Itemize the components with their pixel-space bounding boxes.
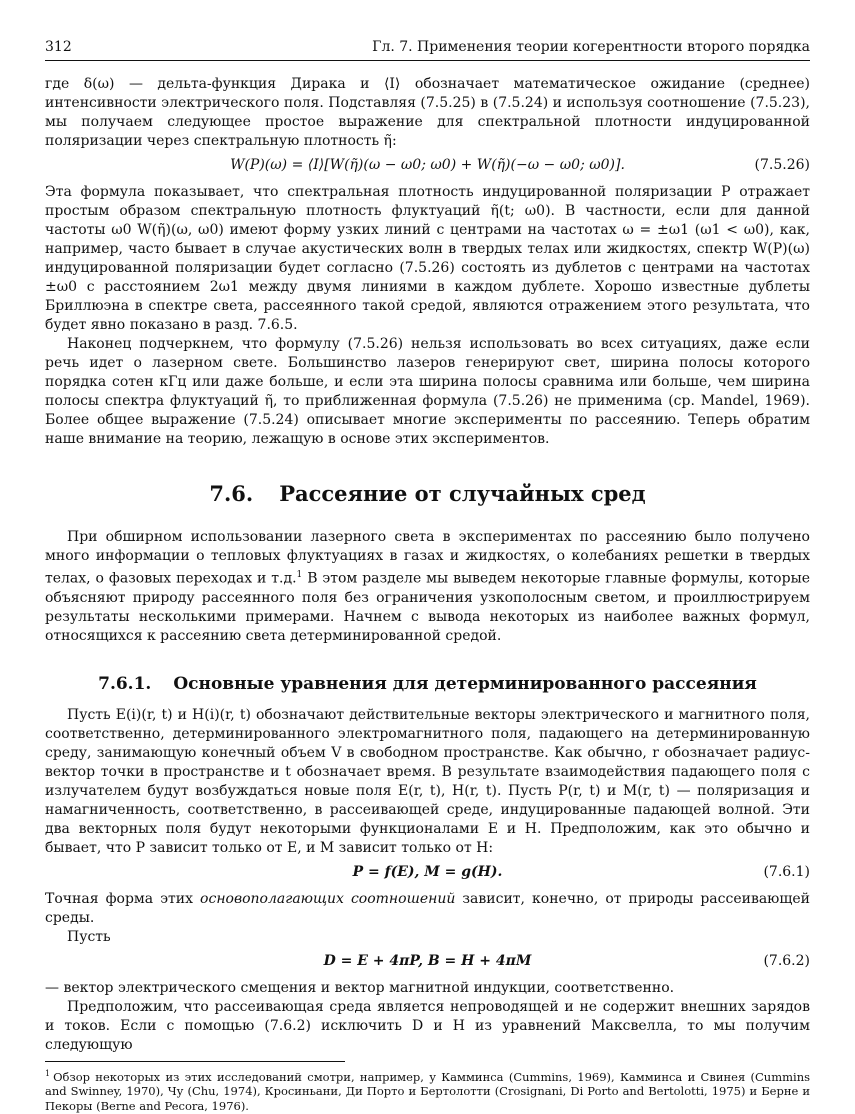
subsection-paragraph-2 (45, 890, 810, 928)
equation-7-6-1 (45, 862, 810, 884)
section-heading (45, 481, 810, 506)
equation-body: P = f(E), M = g(H). (352, 863, 503, 880)
subsection-heading (45, 674, 810, 694)
section-title: Рассеяние от случайных сред (279, 481, 646, 506)
equation-body: D = E + 4πP, B = H + 4πM (323, 952, 532, 969)
intro-paragraph-3: Наконец подчеркнем, что формулу (7.5.26) нельзя использовать во всех ситуациях, даже если речь идет о лазерном свете. Большинство лазеров генерируют свет, ширина полосы которого порядка сотен кГц или даже больше, и если эта ширина полосы сравнима или больше, чем ширина полосы спектра флуктуаций η̃, то приближенная формула (7.5.26) не применима (ср. Mandel, 1969). Более общее выражение (7.5.24) описывает многие эксперименты по рассеянию. Теперь обратим наше внимание на теорию, лежащую в основе этих экспериментов. (45, 336, 810, 447)
equation-7-6-2 (45, 951, 810, 973)
footnote-reference[interactable]: 1 (296, 570, 303, 580)
section-text-end: В этом разделе мы выведем некоторые главные формулы, которые объясняют природу рассеянного поля без ограничения узкополосным светом, и проиллюстрируем результаты несколькими примерами. Начнем с вывода некоторых из наиболее важных формул, относящихся к рассеянию света детерминированной средой. (45, 570, 810, 644)
section-text-start: При обширном использовании лазерного света в экспериментах по рассеянию было получено много информации о тепловых флуктуациях в газах и жидкостях, о колебаниях решетки в твердых телах, о фазовых переходах и т.д. (45, 529, 810, 587)
footnote-rule (45, 1061, 345, 1062)
subsection-paragraph-4: — вектор электрического смещения и вектор магнитной индукции, соответственно. (45, 979, 675, 996)
subsection-paragraph-5: Предположим, что рассеивающая среда является непроводящей и не содержит внешних зарядов и токов. Если с помощью (7.6.2) исключить D и H из уравнений Максвелла, то мы получим следующую (45, 998, 810, 1053)
equation-body: W(P)(ω) = ⟨I⟩[W(η̃)(ω − ω0; ω0) + W(η̃)(−ω − ω0; ω0)]. (230, 157, 625, 173)
section-paragraph-1 (45, 528, 810, 646)
book-page (45, 38, 810, 1114)
equation-number: (7.5.26) (754, 157, 810, 173)
emphasis-text: основополагающих соотношений (200, 890, 456, 907)
equation-number: (7.6.1) (763, 863, 810, 880)
footnote (45, 1066, 810, 1114)
subsection-paragraph-3: Пусть (67, 928, 111, 945)
footnote-mark: 1 (45, 1068, 51, 1078)
page-number: 312 (45, 39, 72, 55)
footnote-text: Обзор некоторых из этих исследований смотри, например, у Камминса (Cummins, 1969), Камминса и Свинея (Cummins and Swinney, 1970), Чу (Chu, 1974), Кросиньани, Ди Порто и Бертолотти (Crosignani, Di Porto and Bertolotti, 1975) и Берне и Пекоры (Berne and Pecora, 1976). (45, 1069, 810, 1114)
running-title: Гл. 7. Применения теории когерентности второго порядка (372, 39, 810, 55)
subsection-number: 7.6.1. (98, 673, 152, 694)
equation-7-5-26 (45, 155, 810, 177)
subsection-title: Основные уравнения для детерминированного рассеяния (173, 673, 757, 694)
running-header (45, 38, 810, 56)
intro-paragraph-1: где δ(ω) — дельта-функция Дирака и ⟨I⟩ обозначает математическое ожидание (среднее) интенсивности электрического поля. Подставляя (7.5.25) в (7.5.24) и используя соотношение (7.5.23), мы получаем следующее простое выражение для спектральной плотности индуцированной поляризации через спектральную плотность η̃: (45, 76, 810, 149)
text: зависит, конечно, от природы рассеивающей среды. (45, 890, 810, 926)
intro-paragraph-2: Эта формула показывает, что спектральная плотность индуцированной поляризации P отражает простым образом спектральную плотность флуктуаций η̃(t; ω0). В частности, если для данной частоты ω0 W(η̃)(ω, ω0) имеют форму узких линий с центрами на частотах ω = ±ω1 (ω1 < ω0), как, например, часто бывает в случае акустических волн в твердых телах или жидкостях, спектр W(P)(ω) индуцированной поляризации будет согласно (7.5.26) состоять из дублетов с центрами на частотах ±ω0 с расстоянием 2ω1 между двумя линиями в каждом дублете. Хорошо известные дублеты Бриллюэна в спектре света, рассеянного такой средой, являются отражением этого результата, что будет явно показано в разд. 7.6.5. (45, 184, 810, 333)
text: Точная форма этих (45, 890, 201, 907)
equation-number: (7.6.2) (763, 952, 810, 969)
section-number: 7.6. (209, 481, 254, 506)
subsection-paragraph-1: Пусть E(i)(r, t) и H(i)(r, t) обозначают действительные векторы электрического и магнитного поля, соответственно, детерминированного электромагнитного поля, падающего на детерминированную среду, занимающую конечный объем V в свободном пространстве. Как обычно, r обозначает радиус-вектор точки в пространстве и t обозначает время. В результате взаимодействия падающего поля с излучателем будут возбуждаться новые поля E(r, t), H(r, t). Пусть P(r, t) и M(r, t) — поляризация и намагниченность, соответственно, в рассеивающей среде, индуцированные падающей волной. Эти два векторных поля будут некоторыми функционалами E и H. Предположим, как это обычно и бывает, что P зависит только от E, и M зависит только от H: (45, 706, 810, 856)
